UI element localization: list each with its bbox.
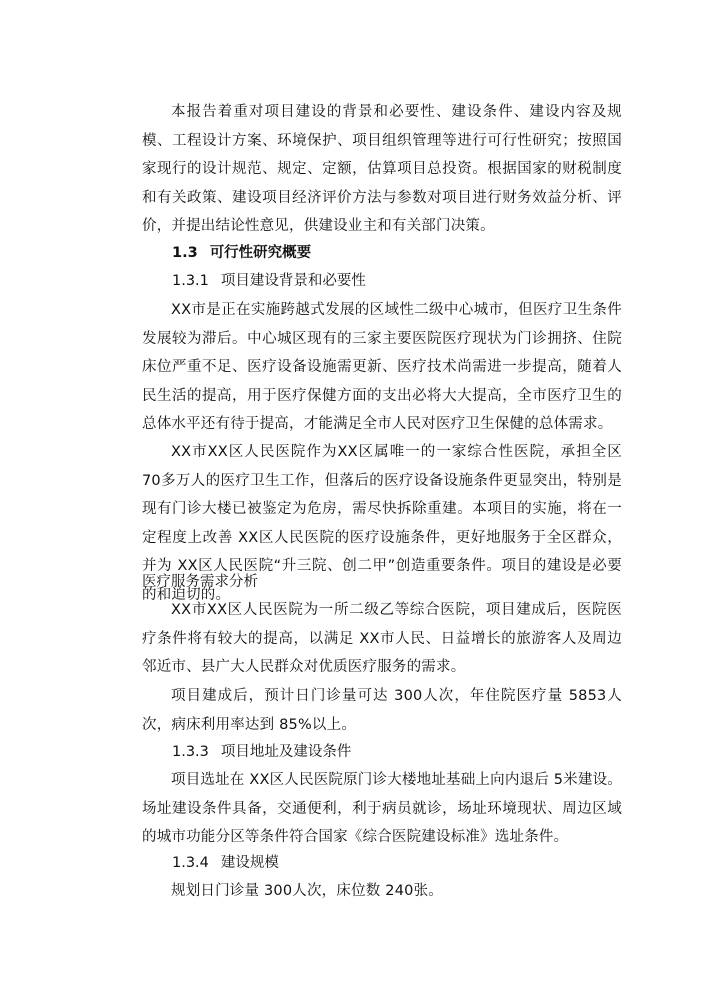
heading-number: 1.3.4 — [172, 855, 209, 871]
heading-text: 项目地址及建设条件 — [220, 744, 352, 760]
paragraph-site: 项目选址在 XX区人民医院原门诊大楼地址基础上向内退后 5米建设。场址建设条件具备，交通便利，利于病员就诊，场址环境现状、周边区域的城市功能分区等条件符合国家《综合医院建设标准》选址条件。 — [142, 772, 622, 845]
heading-1-3-3 — [172, 738, 351, 766]
paragraph-scale: 规划日门诊量 300人次，床位数 240张。 — [171, 883, 443, 899]
paragraph-demand-2: 项目建成后，预计日门诊量可达 300人次，年住院医疗量 5853人次，病床利用率达到 85%以上。 — [142, 688, 622, 733]
paragraph-background-2: XX市XX区人民医院作为XX区属唯一的一家综合性医院，承担全区 70多万人的医疗卫生工作，但落后的医疗设备设施条件更显突出，特别是现有门诊大楼已被鉴定为危房，需尽快拆除重建。本项目的实施，将在一定程度上改善 XX区人民医院的医疗设施条件，更好地服务于全区群众，并为 XX区人民医院“升三院、创二甲”创造重要条件。项目的建设是必要的和迫切的。 — [142, 444, 622, 603]
paragraph-background-1: XX市是正在实施跨越式发展的区域性二级中心城市，但医疗卫生条件发展较为滞后。中心城区现有的三家主要医院医疗现状为门诊拥挤、住院床位严重不足、医疗设备设施需更新、医疗技术尚需进一步提高，随着人民生活的提高，用于医疗保健方面的支出必将大大提高，全市医疗卫生的总体水平还有待于提高，才能满足全市人民对医疗卫生保健的总体需求。 — [142, 302, 622, 432]
heading-text: 医疗服务需求分析 — [142, 574, 258, 590]
heading-text: 建设规模 — [220, 855, 279, 871]
heading-text: 项目建设背景和必要性 — [220, 273, 366, 289]
heading-text: 可行性研究概要 — [209, 245, 312, 261]
heading-1-3-4 — [172, 849, 279, 877]
paragraph-demand-1: XX市XX区人民医院为一所二级乙等综合医院，项目建成后，医院医疗条件将有较大的提高，以满足 XX市人民、日益增长的旅游客人及周边邻近市、县广大人民群众对优质医疗服务的需求。 — [142, 602, 622, 675]
heading-1-3-1 — [172, 267, 366, 295]
heading-demand-analysis — [142, 568, 258, 596]
heading-number: 1.3.1 — [172, 273, 209, 289]
heading-1-3 — [172, 239, 311, 267]
paragraph-intro: 本报告着重对项目建设的背景和必要性、建设条件、建设内容及规模、工程设计方案、环境保护、项目组织管理等进行可行性研究；按照国家现行的设计规范、规定、定额，估算项目总投资。根据国家的财税制度和有关政策、建设项目经济评价方法与参数对项目进行财务效益分析、评价，并提出结论性意见，供建设业主和有关部门决策。 — [142, 104, 622, 234]
heading-number: 1.3.3 — [172, 744, 209, 760]
heading-number: 1.3 — [172, 245, 198, 261]
